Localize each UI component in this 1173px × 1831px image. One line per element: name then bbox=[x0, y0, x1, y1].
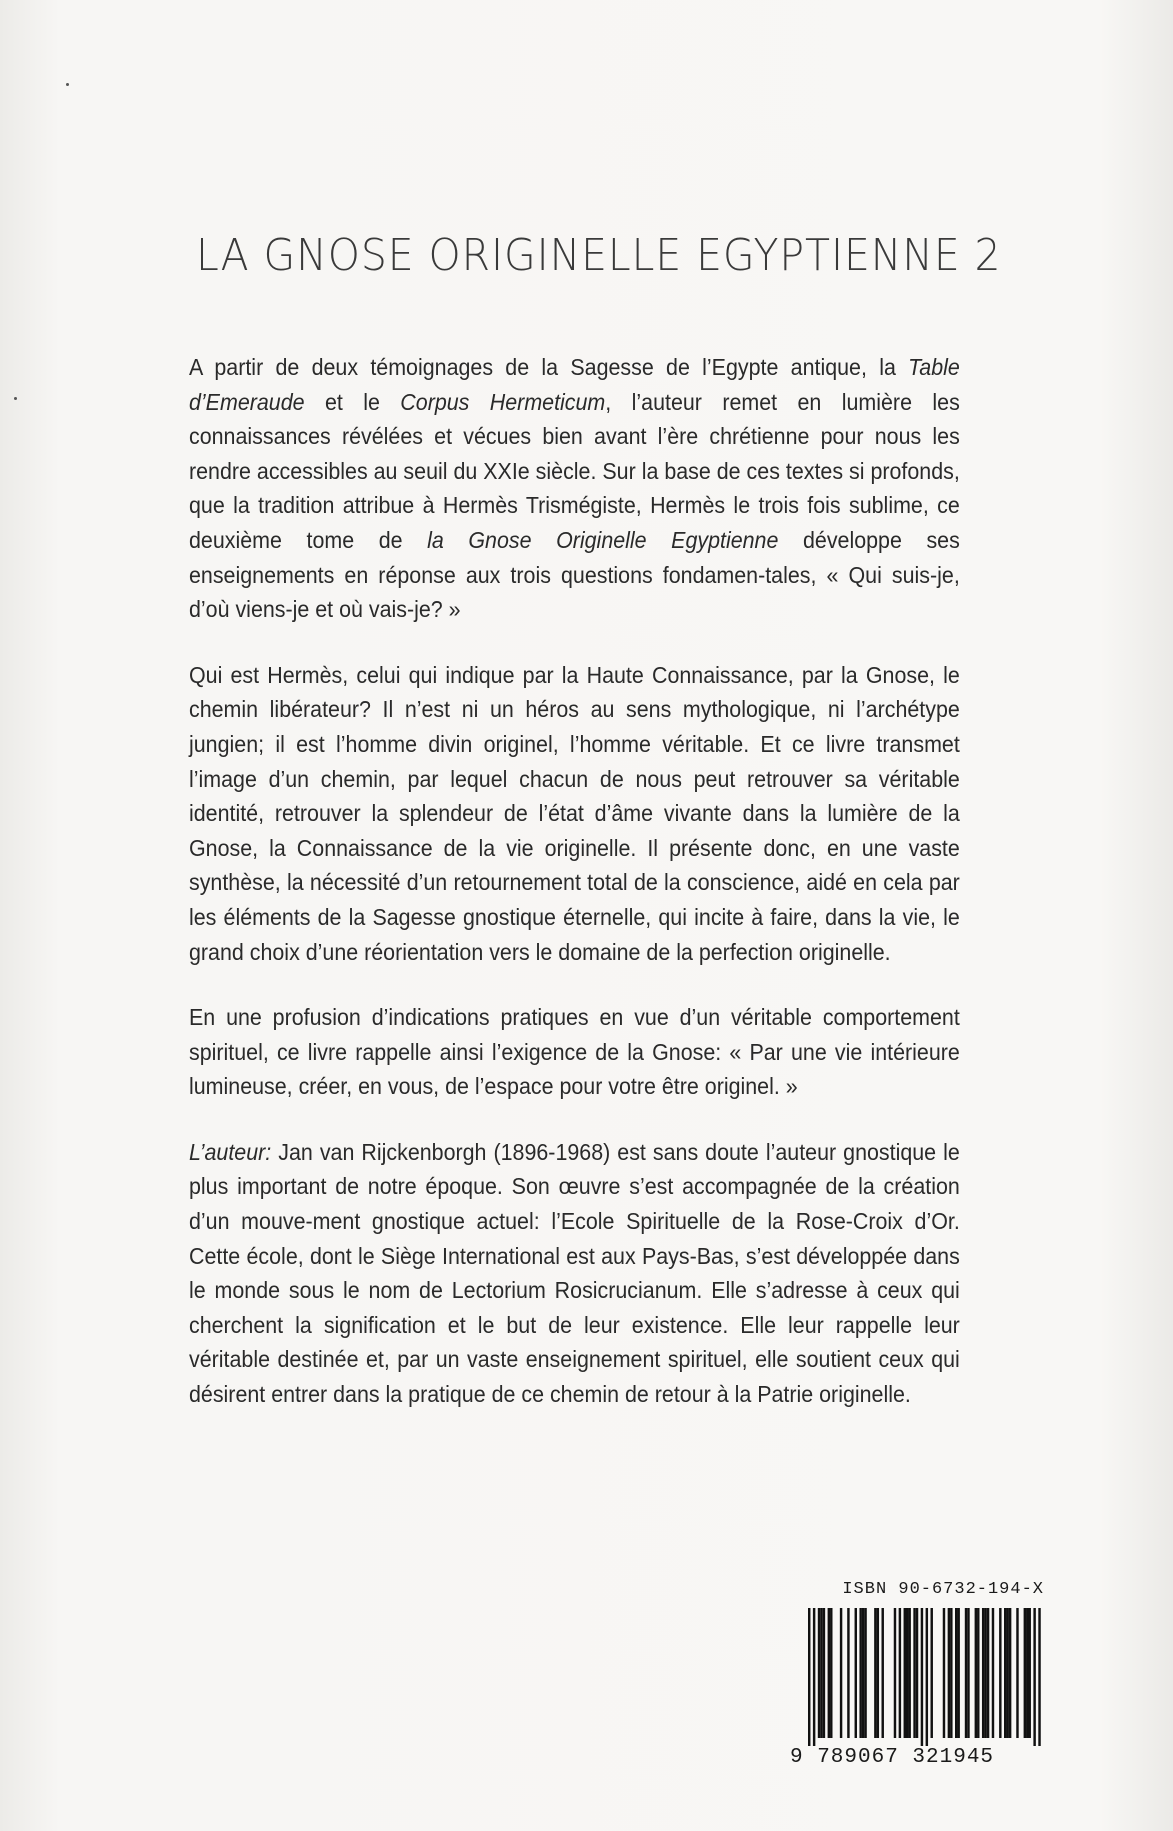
paragraph-hermes: Qui est Hermès, celui qui indique par la Haute Connaissance, par la Gnose, le chemin libérateur? Il n’est ni un héros au sens mythologique, ni l’archétype jungien; il est l’homme divin originel, l’homme véritable. Et ce livre transmet l’image d’un chemin, par lequel chacun de nous peut retrouver sa véritable identité, retrouver la splendeur de l’état d’âme vivante dans la lumière de la Gnose, la Connaissance de la vie originelle. Il présente donc, en une vaste synthèse, la nécessité d’un retournement total de la conscience, aidé en cela par les éléments de la Sagesse gnostique éternelle, qui incite à faire, dans la vie, le grand choix d’une réorientation vers le domaine de la perfection originelle. bbox=[189, 661, 960, 965]
text-run: , l’auteur remet en lumière les connaissances révélées et vécues bien avant l’ère chrétienne pour nous les rendre accessibles au seuil du XXIe siècle. Sur la base de ces textes si profonds, que la tradition attribue à Hermès Trismégiste, Hermès le trois fois sublime, ce deuxième tome de bbox=[189, 388, 960, 553]
barcode-bar bbox=[975, 1608, 977, 1738]
barcode-bar bbox=[877, 1608, 879, 1738]
barcode-bar bbox=[1004, 1608, 1006, 1738]
barcode-bar bbox=[1006, 1608, 1008, 1738]
barcode-bar bbox=[1033, 1608, 1035, 1746]
barcode-bar bbox=[977, 1608, 979, 1738]
barcode-bar bbox=[908, 1608, 910, 1738]
barcode-bar bbox=[882, 1608, 884, 1738]
barcode bbox=[790, 1608, 1042, 1776]
barcode-bar bbox=[987, 1608, 989, 1738]
text-run: et le bbox=[304, 388, 401, 415]
book-title: LA GNOSE ORIGINELLE EGYPTIENNE 2 bbox=[196, 230, 1002, 281]
barcode-bar bbox=[906, 1608, 908, 1738]
barcode-bar bbox=[818, 1608, 820, 1738]
barcode-bar bbox=[957, 1608, 959, 1738]
barcode-bar bbox=[1024, 1608, 1026, 1738]
barcode-bar bbox=[921, 1608, 923, 1746]
text-run: A partir de deux témoignages de la Sagesse de l’Egypte antique, la bbox=[189, 354, 909, 380]
paragraph-author bbox=[189, 1135, 960, 1412]
barcode-bar bbox=[965, 1608, 967, 1738]
barcode-bar bbox=[828, 1608, 830, 1738]
blurb bbox=[189, 350, 960, 1443]
barcode-bar bbox=[916, 1608, 918, 1738]
barcode-bar bbox=[808, 1608, 810, 1746]
isbn-label: ISBN 90-6732-194-X bbox=[842, 1580, 1044, 1599]
barcode-bar bbox=[1038, 1608, 1040, 1746]
paper-speck bbox=[66, 83, 69, 86]
barcode-bar bbox=[859, 1608, 861, 1738]
barcode-bar bbox=[948, 1608, 950, 1738]
barcode-bar bbox=[943, 1608, 945, 1738]
barcode-bar bbox=[904, 1608, 906, 1738]
barcode-bar bbox=[999, 1608, 1001, 1738]
barcode-bar bbox=[982, 1608, 984, 1738]
paragraph-practice: En une profusion d’indications pratiques en vue d’un véritable comportement spirituel, ce livre rappelle ainsi l’exigence de la Gnose: « Par une vie intérieure lumineuse, créer, en vous, de l’espace pour votre être originel. » bbox=[189, 1004, 960, 1100]
text-run: Jan van Rijckenborgh (1896-1968) est sans doute l’auteur gnostique le plus important de notre époque. Son œuvre s’est accompagnée de la création d’un mouve-ment gnostique actuel: l’Ecole Spirituelle de la Rose-Croix d’Or. Cette école, dont le Siège International est aux Pays-Bas, s’est développée dans le monde sous le nom de Lectorium Rosicrucianum. Elle s’adresse à ceux qui cherchent la signification et le but de leur existence. Elle leur rappelle leur véritable destinée et, par un vaste enseignement spirituel, elle soutient ceux qui désirent entrer dans la pratique de ce chemin de retour à la Patrie originelle. bbox=[189, 1138, 960, 1408]
barcode-bar bbox=[992, 1608, 994, 1738]
barcode-bar bbox=[1009, 1608, 1011, 1738]
barcode-bar bbox=[899, 1608, 901, 1738]
barcode-bar bbox=[955, 1608, 957, 1738]
barcode-bar bbox=[931, 1608, 933, 1738]
barcode-bar bbox=[855, 1608, 857, 1738]
barcode-bar bbox=[1026, 1608, 1028, 1738]
barcode-bar bbox=[874, 1608, 876, 1738]
barcode-bar bbox=[813, 1608, 815, 1746]
barcode-bar bbox=[926, 1608, 928, 1746]
barcode-bar bbox=[864, 1608, 866, 1738]
italic-title-corpus: Corpus Hermeticum bbox=[400, 388, 606, 415]
barcode-bar bbox=[1029, 1608, 1031, 1738]
text-run: développe ses enseignements en réponse aux trois questions fondamen-tales, « Qui suis-je, d’où viens-je et où vais-je? » bbox=[189, 526, 960, 623]
barcode-bar bbox=[862, 1608, 864, 1738]
barcode-bar bbox=[823, 1608, 825, 1738]
barcode-digits: 9 789067 321945 bbox=[790, 1746, 995, 1769]
barcode-bar bbox=[840, 1608, 842, 1738]
barcode-bars bbox=[790, 1608, 1042, 1746]
barcode-bar bbox=[820, 1608, 822, 1738]
italic-title-table: Table d’Emeraude bbox=[189, 354, 960, 415]
paper-speck bbox=[14, 397, 17, 400]
barcode-bar bbox=[1016, 1608, 1018, 1738]
barcode-bar bbox=[830, 1608, 832, 1738]
barcode-bar bbox=[913, 1608, 915, 1738]
author-lead: L’auteur: bbox=[189, 1138, 272, 1165]
barcode-bar bbox=[847, 1608, 849, 1738]
barcode-bar bbox=[984, 1608, 986, 1738]
barcode-bar bbox=[950, 1608, 952, 1738]
paragraph-intro bbox=[189, 350, 960, 627]
barcode-bar bbox=[894, 1608, 896, 1738]
barcode-bar bbox=[967, 1608, 969, 1738]
italic-title-gnose: la Gnose Originelle Egyptienne bbox=[427, 526, 779, 553]
